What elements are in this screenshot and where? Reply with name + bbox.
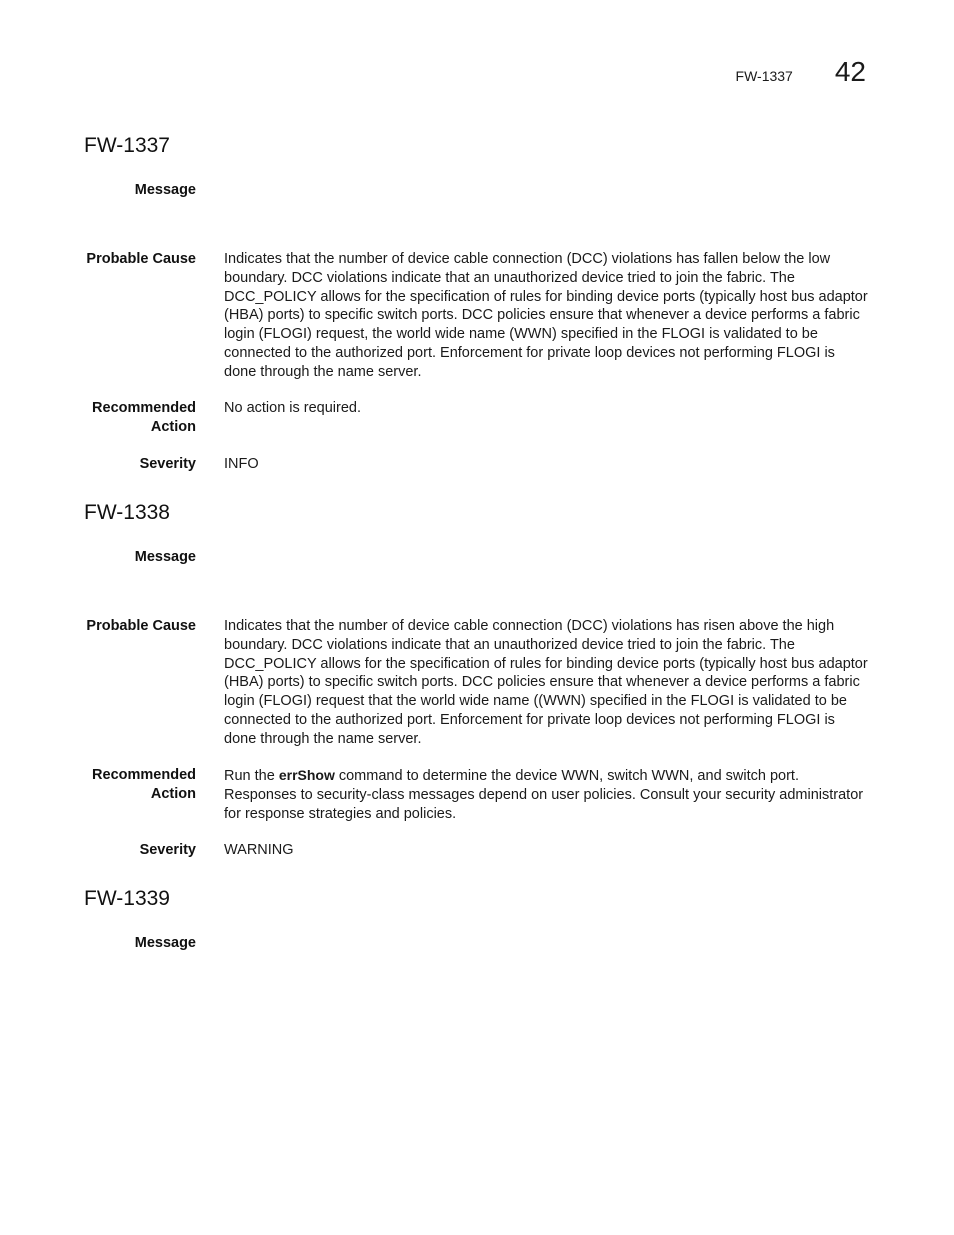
running-title: FW-1337 [735,68,793,84]
recommended-action-text [224,766,870,823]
running-head [736,56,866,88]
probable-cause-text: Indicates that the number of device cable connection (DCC) violations has fallen below the low boundary. DCC violations indicate that an unauthorized device tried to join the fabric. The DCC_POLICY allows for the specification of rules for binding device ports (typically host bus adaptor (HBA) ports) to specific switch ports. DCC policies ensure that whenever a device performs a fabric login (FLOGI) request, the world wide name (WWN) specified in the FLOGI is validated to be connected to the authorized port. Enforcement for private loop devices not performing FLOGI is done through the name server. [224,251,868,380]
entry-title: FW-1338 [84,501,170,524]
chapter-number: 42 [834,56,866,87]
entry-title: FW-1337 [84,134,170,157]
severity-value: INFO [224,456,259,472]
severity-label: Severity [139,842,196,858]
probable-cause-text: Indicates that the number of device cable connection (DCC) violations has risen above the high boundary. DCC violations indicate that an unauthorized device tried to join the fabric. The DCC_POLICY allows for the specification of rules for binding device ports (typically host bus adaptor (HBA) ports) to specific switch ports. DCC policies ensure that whenever a device performs a fabric login (FLOGI) request that the world wide name ((WWN) specified in the FLOGI is validated to be connected to the authorized port. Enforcement for private loop devices not performing FLOGI is done through the name server. [224,618,868,747]
probable-cause-label: Probable Cause [86,251,196,267]
recommended-action-prefix: Run the [224,768,279,784]
recommended-action-label-line1: Recommended [92,400,196,416]
recommended-action-suffix: command to determine the device WWN, switch WWN, and switch port. Responses to security-class messages depend on user policies. Consult your security administrator for response strategies and policies. [224,768,864,822]
recommended-action-text: No action is required. [224,400,362,416]
message-label: Message [134,182,196,198]
entry-title: FW-1339 [84,887,170,910]
command-name: errShow [278,767,335,783]
recommended-action-label-line2: Action [150,786,196,802]
recommended-action-label-line2: Action [150,419,196,435]
severity-value: WARNING [224,842,294,858]
probable-cause-label: Probable Cause [86,618,196,634]
severity-label: Severity [139,456,196,472]
message-label: Message [134,935,196,951]
recommended-action-label [56,766,196,804]
recommended-action-label-line1: Recommended [92,767,196,783]
recommended-action-label [56,399,196,437]
message-label: Message [134,549,196,565]
